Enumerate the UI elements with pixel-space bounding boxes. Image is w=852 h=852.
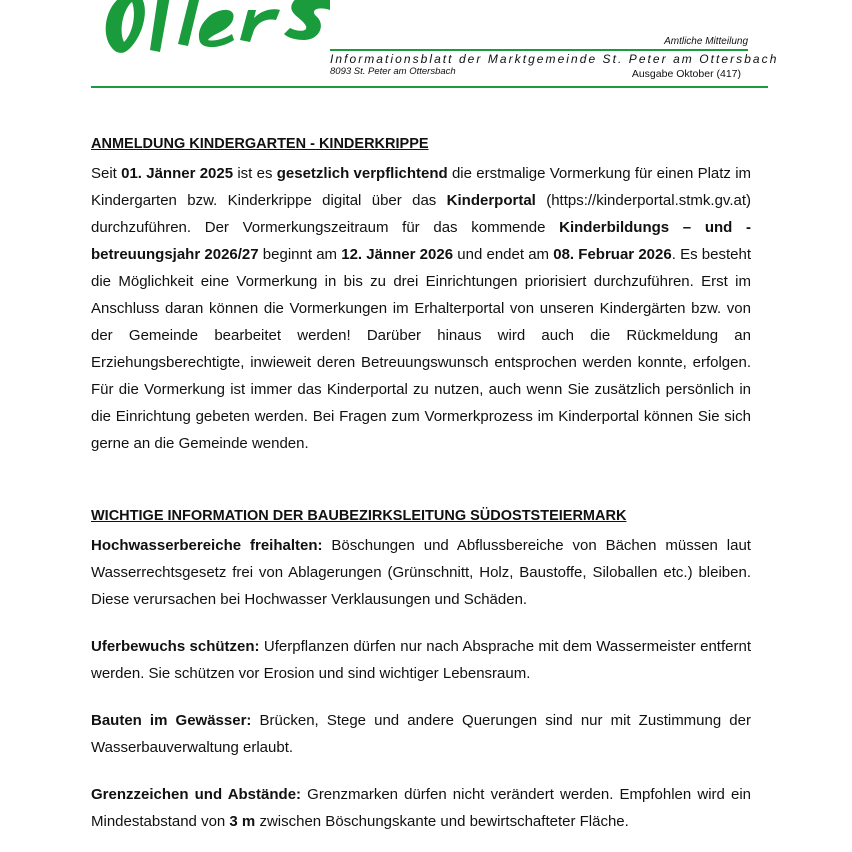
info-item <box>91 633 751 687</box>
logo-letter-t2 <box>178 0 200 46</box>
registration-end-date: 08. Februar 2026 <box>553 246 672 263</box>
logo-letter-o <box>106 0 145 53</box>
school-year: Kinderbildungs – und -betreuungsjahr 2026/27 <box>91 219 751 263</box>
newsletter-subtitle: Informationsblatt der Marktgemeinde St. Peter am Ottersbach <box>330 52 779 66</box>
info-item-text: Grenzmarken dürfen nicht verändert werden. Empfohlen wird ein Mindestabstand von <box>91 786 751 830</box>
info-item <box>91 532 751 613</box>
paragraph-spacer <box>91 687 751 707</box>
municipality-logo <box>0 0 330 62</box>
info-item-text: Brücken, Stege und andere Querungen sind nur mit Zustimmung der Wasserbauverwaltung erlaubt. <box>91 712 751 756</box>
text: Seit <box>91 165 122 182</box>
info-item-title: Hochwasserbereiche freihalten: <box>91 537 323 554</box>
info-item-text: Böschungen und Abflussbereiche von Bächen müssen laut Wasserrechtsgesetz frei von Ablagerungen (Grünschnitt, Holz, Baustoffe, Siloballen etc.) bleiben. Diese verursachen bei Hochwasser Verklausungen und Schäden. <box>91 537 751 608</box>
info-item-title: Bauten im Gewässer: <box>91 712 252 729</box>
text: (https://kinderportal.stmk.gv.at) durchzuführen. Der Vormerkungszeitraum für das kommende <box>91 192 751 236</box>
paragraph-spacer <box>91 613 751 633</box>
mandatory-text: gesetzlich verpflichtend <box>276 165 448 182</box>
section-heading-baubezirk: WICHTIGE INFORMATION DER BAUBEZIRKSLEITUNG SÜDOSTSTEIERMARK <box>91 508 627 524</box>
header-thin-rule <box>330 49 748 51</box>
date-start-obligation: 01. Jänner 2025 <box>121 165 234 182</box>
info-item-text: zwischen Böschungskante und bewirtschafteter Fläche. <box>255 813 629 830</box>
issue-label: Ausgabe Oktober (417) <box>631 68 741 80</box>
logo-letter-t1 <box>150 0 170 52</box>
kinderportal-name: Kinderportal <box>446 192 536 209</box>
registration-start-date: 12. Jänner 2026 <box>341 246 454 263</box>
distance-value: 3 m <box>229 813 256 830</box>
info-item-title: Grenzzeichen und Abstände: <box>91 786 302 803</box>
kindergarten-paragraph <box>91 160 751 457</box>
municipality-address: 8093 St. Peter am Ottersbach <box>330 66 456 77</box>
logo-letter-r <box>240 9 280 42</box>
header-divider <box>91 86 768 88</box>
logo-letter-s <box>284 0 330 40</box>
info-item <box>91 707 751 761</box>
info-item <box>91 781 751 835</box>
text: ist es <box>233 165 277 182</box>
text: beginnt am <box>258 246 342 263</box>
paragraph-spacer <box>91 761 751 781</box>
text: . Es besteht die Möglichkeit eine Vormerkung in bis zu drei Einrichtungen priorisiert durchzuführen. Erst im Anschluss daran können die Vormerkungen im Erhalterportal von unseren Kindergärten bzw. von der Gemeinde bearbeitet werden! Darüber hinaus wird auch die Rückmeldung an Erziehungsberechtigte, inwieweit deren Betreuungswunsch entsprochen werden konnte, erfolgen. Für die Vormerkung ist immer das Kinderportal zu nutzen, auch wenn Sie zusätzlich persönlich in die Einrichtung gebeten werden. Bei Fragen zum Vormerkprozess im Kinderportal können Sie sich gerne an die Gemeinde wenden. <box>91 246 751 452</box>
info-item-title: Uferbewuchs schützen: <box>91 638 260 655</box>
text: die erstmalige Vormerkung für einen Platz im Kindergarten bzw. Kinderkrippe digital über das <box>91 165 752 209</box>
info-item-text: Uferpflanzen dürfen nur nach Absprache mit dem Wassermeister entfernt werden. Sie schützen vor Erosion und sind wichtiger Lebensraum. <box>91 638 751 682</box>
section-spacer <box>91 457 751 506</box>
logo-letter-e <box>199 10 234 47</box>
text: und endet am <box>453 246 554 263</box>
article-content <box>91 134 751 835</box>
official-notice-label: Amtliche Mitteilung <box>664 36 748 47</box>
section-heading-kindergarten: ANMELDUNG KINDERGARTEN - KINDERKRIPPE <box>91 136 429 152</box>
